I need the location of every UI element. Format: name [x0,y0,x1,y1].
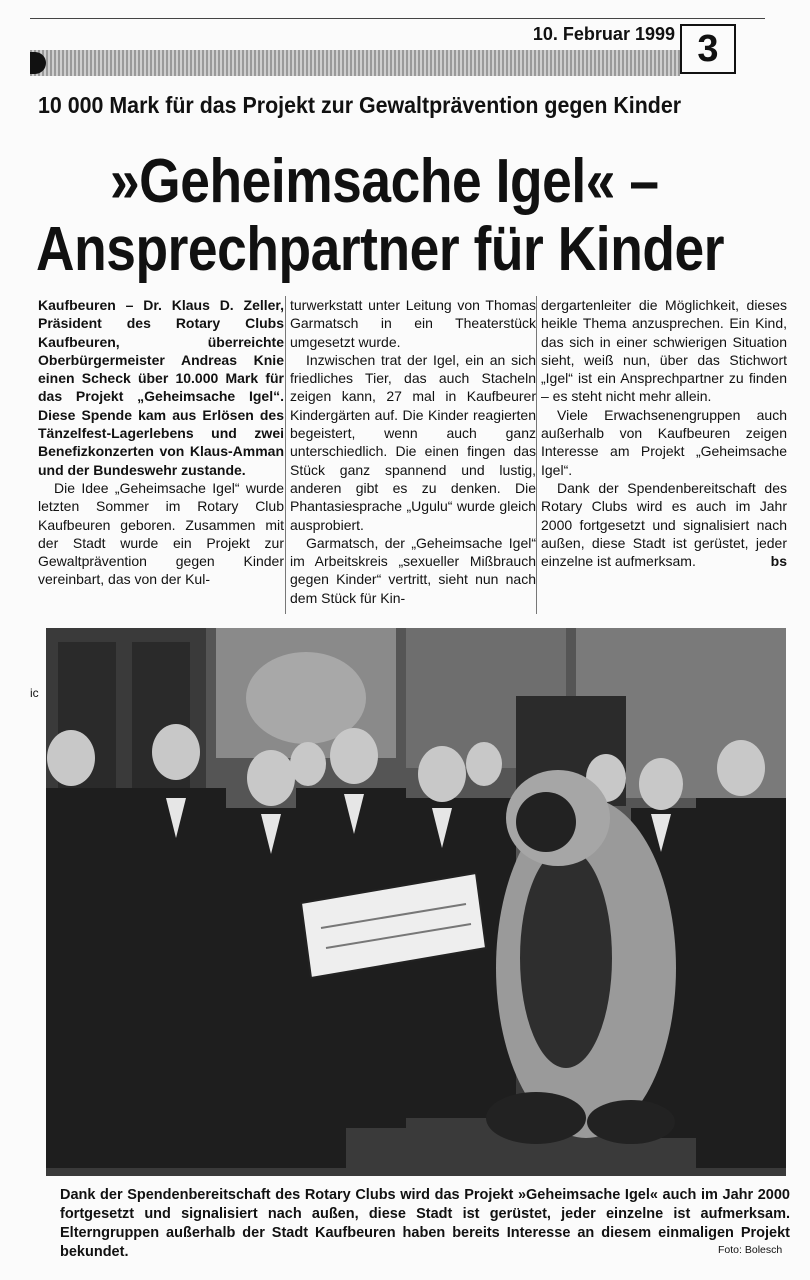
photo-illustration [46,628,786,1176]
article-headline [36,147,725,284]
article-lead: Kaufbeuren – Dr. Klaus D. Zeller, Präsident des Rotary Clubs Kaufbeuren, überreichte Oberbürgermeister Andreas Knie einen Scheck über 10.000 Mark für das Projekt „Geheimsache Igel“. Diese Spende kam aus Erlösen des Tänzelfest-Lagerlebens und zwei Benefizkonzerten von Klaus-Amman und der Bundeswehr zustande. [38,297,284,478]
article-column-2 [290,296,536,607]
article-column-3 [541,296,787,571]
column-divider [536,296,537,614]
article-column-1 [38,296,284,589]
article-photo [46,628,786,1176]
header-rule [30,18,765,19]
photo-caption: Dank der Spendenbereitschaft des Rotary Clubs wird das Projekt »Geheimsache Igel« auch im Jahr 2000 fortgesetzt und signalisiert nach außen, diese Stadt ist gerüstet, jeder einzelne ist aufmerksam. Elterngruppen außerhalb der Stadt Kaufbeuren haben bereits Interesse an diesem einmaligen Projekt bekundet. [60,1187,790,1260]
page-number: 3 [680,24,736,74]
photo-credit: Foto: Bolesch [718,1244,783,1256]
header-band [30,50,680,76]
paragraph: Inzwischen trat der Igel, ein an sich friedliches Tier, das auch Stacheln zeigen kann, 27 mal in Kaufbeurer Kindergärten auf. Die Kinder reagierten begeistert, wenn auch ganz unterschiedlich. Die einen fingen das Stück ganz spannend und lustig, anderen gibt es zu denken. Die Phantasiesprache „Ugulu“ wurde gleich ausprobiert. [290,351,536,533]
paragraph: turwerkstatt unter Leitung von Thomas Garmatsch in ein Theaterstück umgesetzt wurde. [290,297,536,350]
paragraph: Dank der Spendenbereitschaft des Rotary Clubs wird es auch im Jahr 2000 fortgesetzt und signalisiert nach außen, diese Stadt ist gerüstet, jeder einzelne ist aufmerksam. [541,479,787,570]
article-kicker: 10 000 Mark für das Projekt zur Gewaltprävention gegen Kinder [38,92,682,118]
issue-date: 10. Februar 1999 [532,24,675,44]
paragraph: Garmatsch, der „Geheimsache Igel“ im Arbeitskreis „sexueller Mißbrauch gegen Kinder“ vertritt, sieht nun nach dem Stück für Kin- [290,534,536,606]
headline-line-1: »Geheimsache Igel« – [109,147,659,216]
column-divider [285,296,286,614]
paragraph: dergartenleiter die Möglichkeit, dieses heikle Thema anzusprechen. Ein Kind, das sich in einer schwierigen Situation sieht, weiß nun, über das Stichwort „Igel“ ist ein Ansprechpartner zu finden – es steht nicht mehr allein. [541,297,787,405]
paragraph: Viele Erwachsenengruppen auch außerhalb von Kaufbeuren zeigen Interesse am Projekt „Geheimsache Igel“. [541,406,787,478]
margin-mark: ic [30,686,39,700]
author-initials: bs [770,553,787,570]
paragraph: Die Idee „Geheimsache Igel“ wurde letzten Sommer im Rotary Club Kaufbeuren geboren. Zusammen mit der Stadt wurde ein Projekt zur Gewaltprävention gegen Kinder vereinbart, das von der Kul- [38,479,284,588]
headline-line-2: Ansprechpartner für Kinder [36,215,725,284]
